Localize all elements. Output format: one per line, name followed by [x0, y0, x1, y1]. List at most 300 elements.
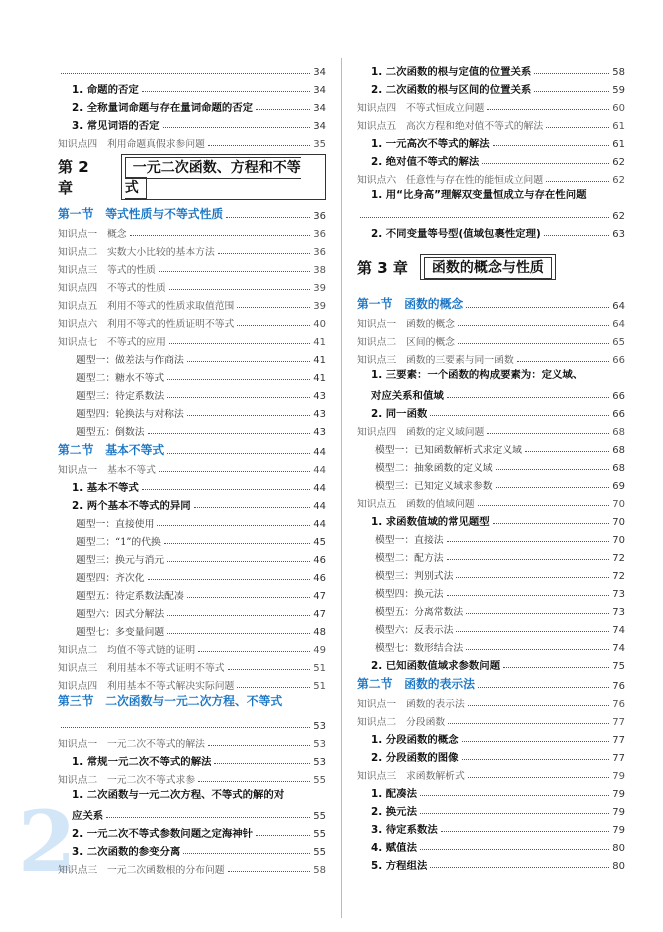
- chapter-title: 一元二次函数、方程和不等式: [125, 157, 301, 199]
- toc-entry[interactable]: [357, 782, 625, 800]
- toc-page-number: 38: [313, 265, 326, 276]
- toc-page-number: 55: [313, 775, 326, 786]
- toc-page-number: 44: [313, 483, 326, 494]
- toc-section-entry[interactable]: [58, 202, 326, 222]
- dot-leader: [194, 507, 311, 508]
- toc-entry[interactable]: [357, 728, 625, 746]
- toc-entry-title: 知识点一 函数的概念: [357, 319, 455, 330]
- dot-leader: [487, 433, 609, 434]
- toc-page-number: 53: [313, 739, 326, 750]
- dot-leader: [208, 745, 310, 746]
- dot-leader: [447, 595, 610, 596]
- toc-type-entry[interactable]: [357, 564, 625, 582]
- toc-type-entry[interactable]: [58, 566, 326, 584]
- toc-entry-title: 题型三：换元与消元: [76, 555, 165, 566]
- chapter-number: 第 2 章: [58, 158, 89, 197]
- toc-entry-title: 题型二：糖水不等式: [76, 373, 165, 384]
- toc-entry-title: 2. 同一函数: [371, 408, 428, 420]
- chapter-heading: [357, 250, 625, 284]
- toc-entry-title: 1. 二次函数的根与定值的位置关系: [371, 66, 532, 78]
- toc-entry-title: 2. 已知函数值域求参数问题: [371, 660, 501, 672]
- toc-entry-title: 题型五：待定系数法配凑: [76, 591, 184, 602]
- toc-entry-title: 模型一：已知函数解析式求定义域: [375, 445, 522, 456]
- column-divider: [341, 58, 342, 918]
- toc-entry[interactable]: [357, 746, 625, 764]
- dot-leader: [237, 687, 310, 688]
- toc-type-entry[interactable]: [58, 402, 326, 420]
- toc-entry-title: 题型一：做差法与作商法: [76, 355, 184, 366]
- dot-leader: [61, 73, 310, 74]
- dot-leader: [462, 759, 610, 760]
- toc-entry[interactable]: [58, 494, 326, 512]
- dot-leader: [525, 451, 609, 452]
- toc-page-number: 46: [313, 555, 326, 566]
- toc-page-number: 75: [612, 661, 625, 672]
- dot-leader: [142, 91, 311, 92]
- toc-entry[interactable]: [357, 510, 625, 528]
- dot-leader: [420, 813, 609, 814]
- toc-entry-title: 2. 一元二次不等式参数问题之定海神针: [72, 828, 254, 840]
- toc-page-number: 74: [612, 625, 625, 636]
- dot-leader: [468, 777, 610, 778]
- dot-leader: [187, 361, 311, 362]
- toc-page-number: 41: [313, 373, 326, 384]
- toc-knowledge-point[interactable]: [58, 458, 326, 476]
- dot-leader: [148, 579, 311, 580]
- toc-page-number: 47: [313, 609, 326, 620]
- toc-knowledge-point[interactable]: [58, 732, 326, 750]
- toc-type-entry[interactable]: [357, 600, 625, 618]
- toc-entry-title: 知识点六 任意性与存在性的能恒成立问题: [357, 175, 544, 186]
- dot-leader: [478, 687, 609, 688]
- toc-page-number: 64: [612, 301, 625, 312]
- toc-type-entry[interactable]: [357, 636, 625, 654]
- toc-entry-title: 知识点五 利用不等式的性质求取值范围: [58, 301, 235, 312]
- toc-entry[interactable]: [58, 750, 326, 768]
- toc-page-number: 44: [313, 465, 326, 476]
- toc-entry-title: 1. 分段函数的概念: [371, 734, 459, 746]
- toc-knowledge-point[interactable]: [58, 656, 326, 674]
- toc-entry-title: 1. 基本不等式: [72, 482, 139, 494]
- toc-section-entry[interactable]: [58, 438, 326, 458]
- toc-entry-title: 模型七：数形结合法: [375, 643, 464, 654]
- toc-entry-wrapped-line[interactable]: 1. 二次函数与一元二次方程、不等式的解的对: [72, 789, 285, 801]
- dot-leader: [441, 831, 610, 832]
- dot-leader: [420, 849, 609, 850]
- toc-entry-title: 知识点二 一元二次不等式求参: [58, 775, 196, 786]
- toc-page-number: 70: [612, 517, 625, 528]
- toc-entry-title: 模型三：判别式法: [375, 571, 454, 582]
- toc-type-entry[interactable]: [58, 420, 326, 438]
- toc-entry-title: 知识点七 不等式的应用: [58, 337, 166, 348]
- dot-leader: [420, 795, 609, 796]
- dot-leader: [466, 307, 609, 308]
- toc-knowledge-point[interactable]: [58, 294, 326, 312]
- dot-leader: [130, 235, 311, 236]
- toc-entry-title: 第二节 基本不等式: [58, 443, 165, 457]
- dot-leader: [447, 541, 610, 542]
- toc-page-number: 72: [612, 571, 625, 582]
- toc-entry-title: 模型五：分离常数法: [375, 607, 464, 618]
- dot-leader: [544, 235, 610, 236]
- toc-knowledge-point[interactable]: [58, 330, 326, 348]
- toc-entry-title: 题型六：因式分解法: [76, 609, 165, 620]
- dot-leader: [228, 669, 311, 670]
- dot-leader: [157, 525, 310, 526]
- toc-entry-title: 知识点三 利用基本不等式证明不等式: [58, 663, 225, 674]
- dot-leader: [164, 543, 310, 544]
- toc-entry[interactable]: [58, 114, 326, 132]
- toc-entry[interactable]: [58, 822, 326, 840]
- toc-knowledge-point[interactable]: [357, 114, 625, 132]
- dot-leader: [106, 817, 310, 818]
- toc-page-number: 64: [612, 319, 625, 330]
- toc-page-number: 41: [313, 355, 326, 366]
- toc-entry-title: 知识点一 函数的表示法: [357, 699, 465, 710]
- toc-entry-title: 模型三：已知定义域求参数: [375, 481, 493, 492]
- toc-knowledge-point[interactable]: [357, 764, 625, 782]
- toc-page-number: 73: [612, 607, 625, 618]
- toc-page-number: 63: [612, 229, 625, 240]
- toc-knowledge-point[interactable]: [357, 168, 625, 186]
- toc-page-number: 80: [612, 861, 625, 872]
- toc-entry-title: 知识点四 利用命题真假求参问题: [58, 139, 205, 150]
- toc-entry-title: 4. 赋值法: [371, 842, 417, 854]
- dot-leader: [430, 415, 609, 416]
- toc-entry-title: 应关系: [72, 810, 104, 822]
- toc-page-number: 47: [313, 591, 326, 602]
- toc-page-number: 45: [313, 537, 326, 548]
- toc-type-entry[interactable]: [357, 618, 625, 636]
- dot-leader: [187, 597, 311, 598]
- dot-leader: [183, 853, 310, 854]
- toc-entry-title: 2. 换元法: [371, 806, 417, 818]
- dot-leader: [534, 91, 609, 92]
- toc-page-number: 68: [612, 445, 625, 456]
- toc-entry-title: 3. 二次函数的参变分离: [72, 846, 181, 858]
- dot-leader: [496, 469, 610, 470]
- toc-entry-title: 知识点三 函数的三要素与同一函数: [357, 355, 514, 366]
- toc-entry[interactable]: [58, 78, 326, 96]
- toc-knowledge-point[interactable]: [58, 258, 326, 276]
- toc-page-number: 39: [313, 283, 326, 294]
- toc-page-number: 36: [313, 247, 326, 258]
- toc-entry[interactable]: [58, 804, 326, 822]
- toc-entry[interactable]: [58, 476, 326, 494]
- toc-page-number: 69: [612, 481, 625, 492]
- dot-leader: [167, 615, 310, 616]
- toc-entry[interactable]: [357, 836, 625, 854]
- toc-entry-title: 5. 方程组法: [371, 860, 428, 872]
- toc-entry-title: 题型三：待定系数法: [76, 391, 165, 402]
- toc-page-number: 61: [612, 121, 625, 132]
- toc-page-number: 68: [612, 427, 625, 438]
- dot-leader: [198, 651, 310, 652]
- toc-entry[interactable]: [357, 402, 625, 420]
- toc-entry-title: 知识点三 求函数解析式: [357, 771, 465, 782]
- toc-page-number: 77: [612, 735, 625, 746]
- toc-entry-title: 第一节 函数的概念: [357, 297, 464, 311]
- toc-knowledge-point[interactable]: [357, 492, 625, 510]
- toc-page-number: 79: [612, 807, 625, 818]
- toc-type-entry[interactable]: [357, 546, 625, 564]
- toc-page-number: 59: [612, 85, 625, 96]
- toc-entry-title: 知识点一 基本不等式: [58, 465, 156, 476]
- toc-type-entry[interactable]: [58, 548, 326, 566]
- toc-entry-title: 2. 全称量词命题与存在量词命题的否定: [72, 102, 254, 114]
- dot-leader: [208, 145, 310, 146]
- toc-entry-title: 题型一：直接使用: [76, 519, 155, 530]
- toc-knowledge-point[interactable]: [58, 674, 326, 692]
- toc-entry-title: 知识点五 高次方程和绝对值不等式的解法: [357, 121, 544, 132]
- dot-leader: [256, 109, 310, 110]
- toc-knowledge-point[interactable]: [357, 330, 625, 348]
- toc-knowledge-point[interactable]: [58, 312, 326, 330]
- toc-page-number: 48: [313, 627, 326, 638]
- toc-entry-title: 对应关系和值域: [371, 390, 444, 402]
- toc-page-number: 70: [612, 535, 625, 546]
- toc-type-entry[interactable]: [357, 582, 625, 600]
- toc-section-entry[interactable]: [58, 712, 326, 732]
- toc-entry[interactable]: [58, 60, 326, 78]
- dot-leader: [167, 453, 310, 454]
- toc-section-entry[interactable]: [357, 292, 625, 312]
- toc-entry[interactable]: [357, 800, 625, 818]
- toc-page-number: 53: [313, 757, 326, 768]
- toc-entry-title: 题型四：轮换法与对称法: [76, 409, 184, 420]
- toc-page-number: 70: [612, 499, 625, 510]
- toc-entry-wrapped-line[interactable]: 第三节 二次函数与一元二次方程、不等式: [58, 694, 283, 708]
- toc-entry-title: 知识点四 不等式的性质: [58, 283, 166, 294]
- toc-knowledge-point[interactable]: [357, 692, 625, 710]
- toc-page-number: 43: [313, 427, 326, 438]
- dot-leader: [456, 577, 609, 578]
- toc-entry-title: 2. 二次函数的根与区间的位置关系: [371, 84, 532, 96]
- toc-page-number: 34: [313, 67, 326, 78]
- toc-entry-title: 题型二：“1”的代换: [76, 537, 161, 548]
- toc-page-number: 62: [612, 157, 625, 168]
- toc-type-entry[interactable]: [357, 474, 625, 492]
- dot-leader: [448, 723, 609, 724]
- dot-leader: [169, 289, 311, 290]
- toc-type-entry[interactable]: [357, 438, 625, 456]
- toc-page-number: 51: [313, 681, 326, 692]
- toc-page-number: 62: [612, 175, 625, 186]
- chapter-number: 第 3 章: [357, 258, 408, 277]
- toc-page-number: 76: [612, 681, 625, 692]
- toc-page-number: 79: [612, 771, 625, 782]
- dot-leader: [546, 127, 609, 128]
- toc-entry-title: 知识点四 函数的定义域问题: [357, 427, 485, 438]
- toc-type-entry[interactable]: [58, 512, 326, 530]
- toc-page-number: 43: [313, 409, 326, 420]
- toc-type-entry[interactable]: [58, 602, 326, 620]
- dot-leader: [167, 397, 310, 398]
- toc-entry-title: 题型七：多变量问题: [76, 627, 165, 638]
- toc-entry-title: 题型五：倒数法: [76, 427, 145, 438]
- toc-entry-title: 知识点三 等式的性质: [58, 265, 156, 276]
- toc-page-number: 68: [612, 463, 625, 474]
- dot-leader: [360, 217, 609, 218]
- toc-entry-title: 知识点四 利用基本不等式解决实际问题: [58, 681, 235, 692]
- toc-knowledge-point[interactable]: [58, 858, 326, 876]
- toc-entry[interactable]: [357, 132, 625, 150]
- dot-leader: [218, 253, 311, 254]
- toc-page-number: 49: [313, 645, 326, 656]
- toc-entry-title: 知识点五 函数的值域问题: [357, 499, 475, 510]
- dot-leader: [496, 487, 610, 488]
- toc-page-number: 77: [612, 717, 625, 728]
- toc-entry-title: 3. 常见词语的否定: [72, 120, 160, 132]
- toc-entry-wrapped-line[interactable]: 1. 用“比身高”理解双变量恒成立与存在性问题: [371, 189, 587, 201]
- dot-leader: [546, 181, 609, 182]
- toc-entry-wrapped-line[interactable]: 1. 三要素：一个函数的构成要素为：定义域、: [371, 369, 584, 381]
- toc-entry-title: 模型二：配方法: [375, 553, 444, 564]
- toc-entry-title: 模型四：换元法: [375, 589, 444, 600]
- toc-page-number: 61: [612, 139, 625, 150]
- dot-leader: [478, 505, 610, 506]
- toc-page-number: 40: [313, 319, 326, 330]
- page-number-watermark: 2: [18, 792, 77, 891]
- toc-entry-title: 知识点六 利用不等式的性质证明不等式: [58, 319, 235, 330]
- dot-leader: [462, 741, 610, 742]
- toc-entry-title: 模型二：抽象函数的定义域: [375, 463, 493, 474]
- toc-entry-title: 知识点四 不等式恒成立问题: [357, 103, 485, 114]
- dot-leader: [237, 307, 310, 308]
- dot-leader: [487, 109, 609, 110]
- toc-right-column: [357, 60, 625, 872]
- toc-entry-title: 1. 常规一元二次不等式的解法: [72, 756, 212, 768]
- toc-page-number: 58: [313, 865, 326, 876]
- dot-leader: [466, 613, 609, 614]
- toc-knowledge-point[interactable]: [58, 240, 326, 258]
- dot-leader: [517, 361, 610, 362]
- toc-page-number: 44: [313, 519, 326, 530]
- toc-knowledge-point[interactable]: [357, 710, 625, 728]
- dot-leader: [447, 397, 610, 398]
- toc-type-entry[interactable]: [58, 384, 326, 402]
- toc-entry-title: 知识点二 均值不等式链的证明: [58, 645, 196, 656]
- toc-knowledge-point[interactable]: [58, 276, 326, 294]
- chapter-title: 函数的概念与性质: [424, 257, 552, 279]
- toc-page-number: 55: [313, 811, 326, 822]
- dot-leader: [430, 867, 609, 868]
- toc-page-number: 43: [313, 391, 326, 402]
- toc-page-number: 73: [612, 589, 625, 600]
- dot-leader: [482, 163, 609, 164]
- toc-page-number: 55: [313, 847, 326, 858]
- toc-entry-title: 题型四：齐次化: [76, 573, 145, 584]
- dot-leader: [167, 633, 310, 634]
- toc-type-entry[interactable]: [58, 530, 326, 548]
- chapter-title-frame: [420, 254, 556, 280]
- toc-entry[interactable]: [357, 854, 625, 872]
- toc-entry-title: 知识点二 分段函数: [357, 717, 446, 728]
- toc-knowledge-point[interactable]: [58, 638, 326, 656]
- dot-leader: [493, 523, 610, 524]
- toc-entry[interactable]: [357, 818, 625, 836]
- dot-leader: [198, 781, 310, 782]
- toc-entry-title: 2. 不同变量等号型(值域包裹性定理): [371, 228, 541, 240]
- toc-entry-title: 2. 分段函数的图像: [371, 752, 459, 764]
- toc-page-number: 46: [313, 573, 326, 584]
- toc-knowledge-point[interactable]: [58, 132, 326, 150]
- toc-entry[interactable]: [357, 78, 625, 96]
- dot-leader: [493, 145, 610, 146]
- toc-page-number: 58: [612, 67, 625, 78]
- dot-leader: [61, 727, 310, 728]
- toc-page-number: 35: [313, 139, 326, 150]
- toc-entry-title: 知识点一 概念: [58, 229, 127, 240]
- toc-knowledge-point[interactable]: [357, 312, 625, 330]
- toc-entry-title: 1. 一元高次不等式的解法: [371, 138, 490, 150]
- toc-page-number: 65: [612, 337, 625, 348]
- toc-entry-title: 3. 待定系数法: [371, 824, 438, 836]
- toc-entry[interactable]: [58, 96, 326, 114]
- dot-leader: [458, 325, 609, 326]
- toc-entry[interactable]: [357, 204, 625, 222]
- toc-knowledge-point[interactable]: [58, 768, 326, 786]
- toc-page-number: 74: [612, 643, 625, 654]
- dot-leader: [468, 705, 610, 706]
- toc-page-number: 77: [612, 753, 625, 764]
- chapter-title-frame: [121, 154, 326, 200]
- toc-type-entry[interactable]: [58, 620, 326, 638]
- toc-page-number: 34: [313, 103, 326, 114]
- toc-section-entry[interactable]: [357, 672, 625, 692]
- toc-entry-title: 模型六：反表示法: [375, 625, 454, 636]
- dot-leader: [167, 379, 310, 380]
- toc-entry-title: 知识点二 区间的概念: [357, 337, 455, 348]
- toc-knowledge-point[interactable]: [58, 222, 326, 240]
- chapter-heading: [58, 158, 326, 197]
- toc-entry[interactable]: [357, 60, 625, 78]
- toc-type-entry[interactable]: [357, 456, 625, 474]
- dot-leader: [142, 489, 311, 490]
- dot-leader: [458, 343, 609, 344]
- toc-entry-title: 知识点一 一元二次不等式的解法: [58, 739, 205, 750]
- toc-knowledge-point[interactable]: [357, 348, 625, 366]
- toc-type-entry[interactable]: [58, 584, 326, 602]
- toc-type-entry[interactable]: [58, 366, 326, 384]
- toc-page-number: 44: [313, 501, 326, 512]
- dot-leader: [159, 271, 310, 272]
- toc-entry-title: 第一节 等式性质与不等式性质: [58, 207, 224, 221]
- toc-entry[interactable]: [357, 654, 625, 672]
- dot-leader: [169, 343, 311, 344]
- toc-page-number: 41: [313, 337, 326, 348]
- toc-left-column: [58, 60, 326, 876]
- toc-knowledge-point[interactable]: [357, 96, 625, 114]
- dot-leader: [148, 433, 311, 434]
- toc-type-entry[interactable]: [58, 348, 326, 366]
- toc-entry-title: 1. 命题的否定: [72, 84, 139, 96]
- toc-entry[interactable]: [357, 150, 625, 168]
- toc-entry-title: 模型一：直接法: [375, 535, 444, 546]
- toc-entry[interactable]: [357, 222, 625, 240]
- toc-knowledge-point[interactable]: [357, 420, 625, 438]
- toc-page-number: 66: [612, 409, 625, 420]
- dot-leader: [237, 325, 310, 326]
- toc-entry-title: 知识点二 实数大小比较的基本方法: [58, 247, 215, 258]
- toc-entry-title: 1. 配凑法: [371, 788, 417, 800]
- toc-entry[interactable]: [357, 384, 625, 402]
- toc-page-number: 39: [313, 301, 326, 312]
- toc-entry[interactable]: [58, 840, 326, 858]
- toc-type-entry[interactable]: [357, 528, 625, 546]
- toc-entry-title: 2. 两个基本不等式的异同: [72, 500, 191, 512]
- toc-page-number: 72: [612, 553, 625, 564]
